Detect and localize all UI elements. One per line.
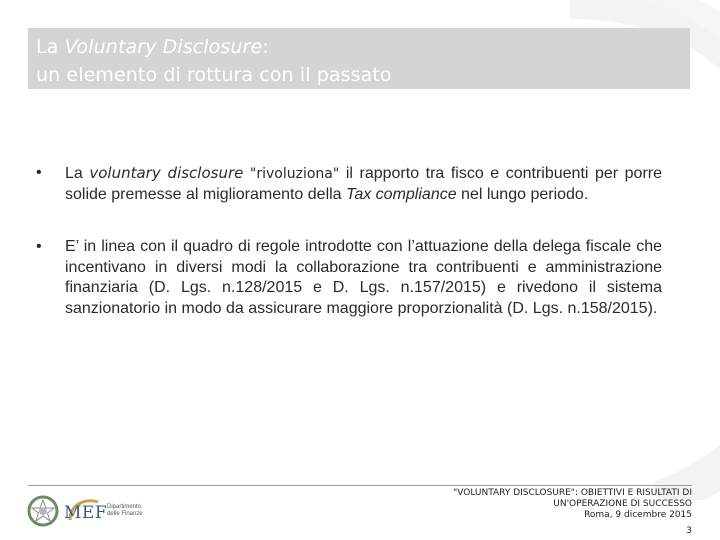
footer-line1: "VOLUNTARY DISCLOSURE": OBIETTIVI E RISULTATI DI <box>453 488 692 498</box>
bullet-text: E’ in linea con il quadro di regole introdotte con l’attuazione della delega fiscale che incentivano in diversi modi la collaborazione tra contribuenti e amministrazione finanziaria (D. Lgs. n.128/2015 e D. Lgs. n.157/2015) e rivedono il sistema sanzionatorio in modo da assicurare maggiore proporzionalità (D. Lgs. n.158/2015). <box>65 238 662 317</box>
bullet-italic: voluntary disclosure <box>89 164 244 182</box>
title-bar <box>28 28 690 89</box>
slide-title-line1 <box>36 36 269 58</box>
bullet-item <box>36 163 662 205</box>
bullet-marker: • <box>36 164 42 181</box>
footer-caption <box>392 488 692 521</box>
mef-logo-subtitle <box>107 504 143 518</box>
bullet-quoted: "rivoluziona" <box>243 166 340 182</box>
mef-sub-line2: delle Finanze <box>107 511 143 517</box>
bullet-marker: • <box>36 238 42 255</box>
bullet-item <box>36 237 662 319</box>
title-prefix: La <box>36 36 65 58</box>
title-colon: : <box>262 36 269 58</box>
footer-divider <box>28 485 692 486</box>
footer-line2: UN'OPERAZIONE DI SUCCESSO <box>553 499 692 509</box>
mef-logo-text: MEF <box>64 503 108 523</box>
slide-title-line2: un elemento di rottura con il passato <box>36 64 392 86</box>
bullet-list <box>36 163 662 319</box>
republic-emblem-icon <box>26 494 60 528</box>
bullet-italic: Tax compliance <box>346 185 457 203</box>
bullet-text: La <box>65 165 90 182</box>
bullet-text: il rapporto tra fisco e contribuenti per porre solide premesse al miglioramento della <box>65 165 662 203</box>
page-number: 3 <box>686 526 692 536</box>
footer-date: Roma, 9 dicembre 2015 <box>584 510 692 520</box>
title-italic: Voluntary Disclosure <box>64 36 263 58</box>
bullet-text: nel lungo periodo. <box>456 185 589 203</box>
mef-sub-line1: Dipartimento <box>107 504 142 510</box>
